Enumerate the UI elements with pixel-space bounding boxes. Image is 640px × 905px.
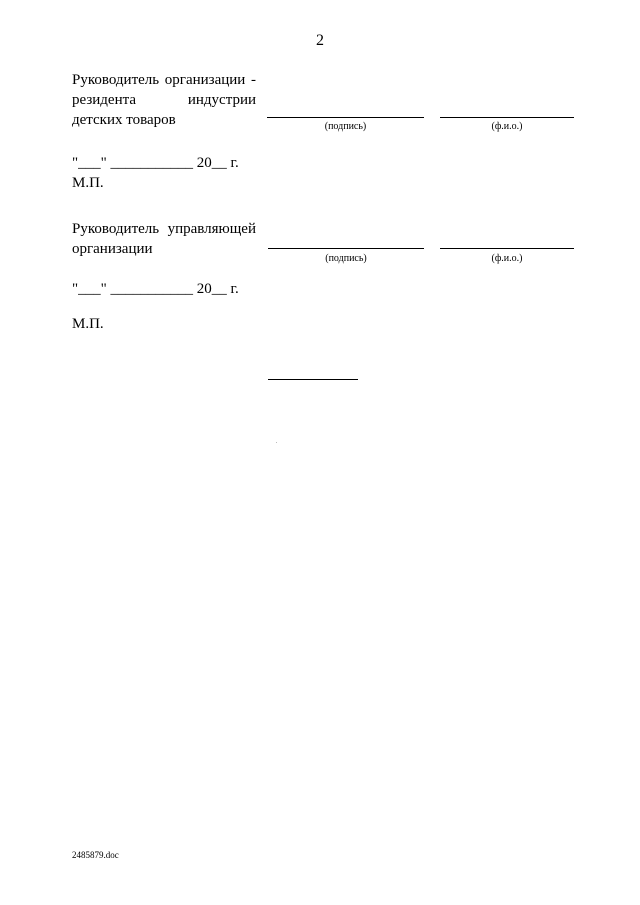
page-number: 2 <box>316 32 324 49</box>
resident-name-line[interactable] <box>440 117 574 118</box>
resident-title-line2 <box>72 90 256 110</box>
manager-name-line[interactable] <box>440 248 574 249</box>
resident-signatory-title <box>72 70 256 130</box>
resident-date-line[interactable]: "___" ___________ 20__ г. <box>72 155 239 171</box>
resident-stamp-label: М.П. <box>72 175 104 191</box>
resident-title-line3: детских товаров <box>72 112 176 128</box>
manager-signatory-title <box>72 219 256 259</box>
resident-title-line2-right: индустрии <box>187 92 256 108</box>
resident-signature-caption: (подпись) <box>324 121 367 132</box>
manager-title-line2: организации <box>72 241 153 257</box>
manager-date-line[interactable]: "___" ___________ 20__ г. <box>72 281 239 297</box>
resident-title-line2-left: резидента <box>72 92 137 108</box>
footer-file-name: 2485879.doc <box>72 850 119 860</box>
resident-signature-line[interactable] <box>267 117 424 118</box>
manager-signature-caption: (подпись) <box>325 253 367 264</box>
resident-name-caption: (ф.и.о.) <box>491 121 523 132</box>
end-of-document-rule <box>268 379 358 380</box>
manager-signature-line[interactable] <box>268 248 424 249</box>
manager-name-caption: (ф.и.о.) <box>491 253 523 264</box>
resident-title-line1: Руководитель организации - <box>72 72 256 88</box>
scan-dot <box>276 442 277 443</box>
manager-title-line1: Руководитель управляющей <box>72 221 256 237</box>
manager-stamp-label: М.П. <box>72 316 104 332</box>
